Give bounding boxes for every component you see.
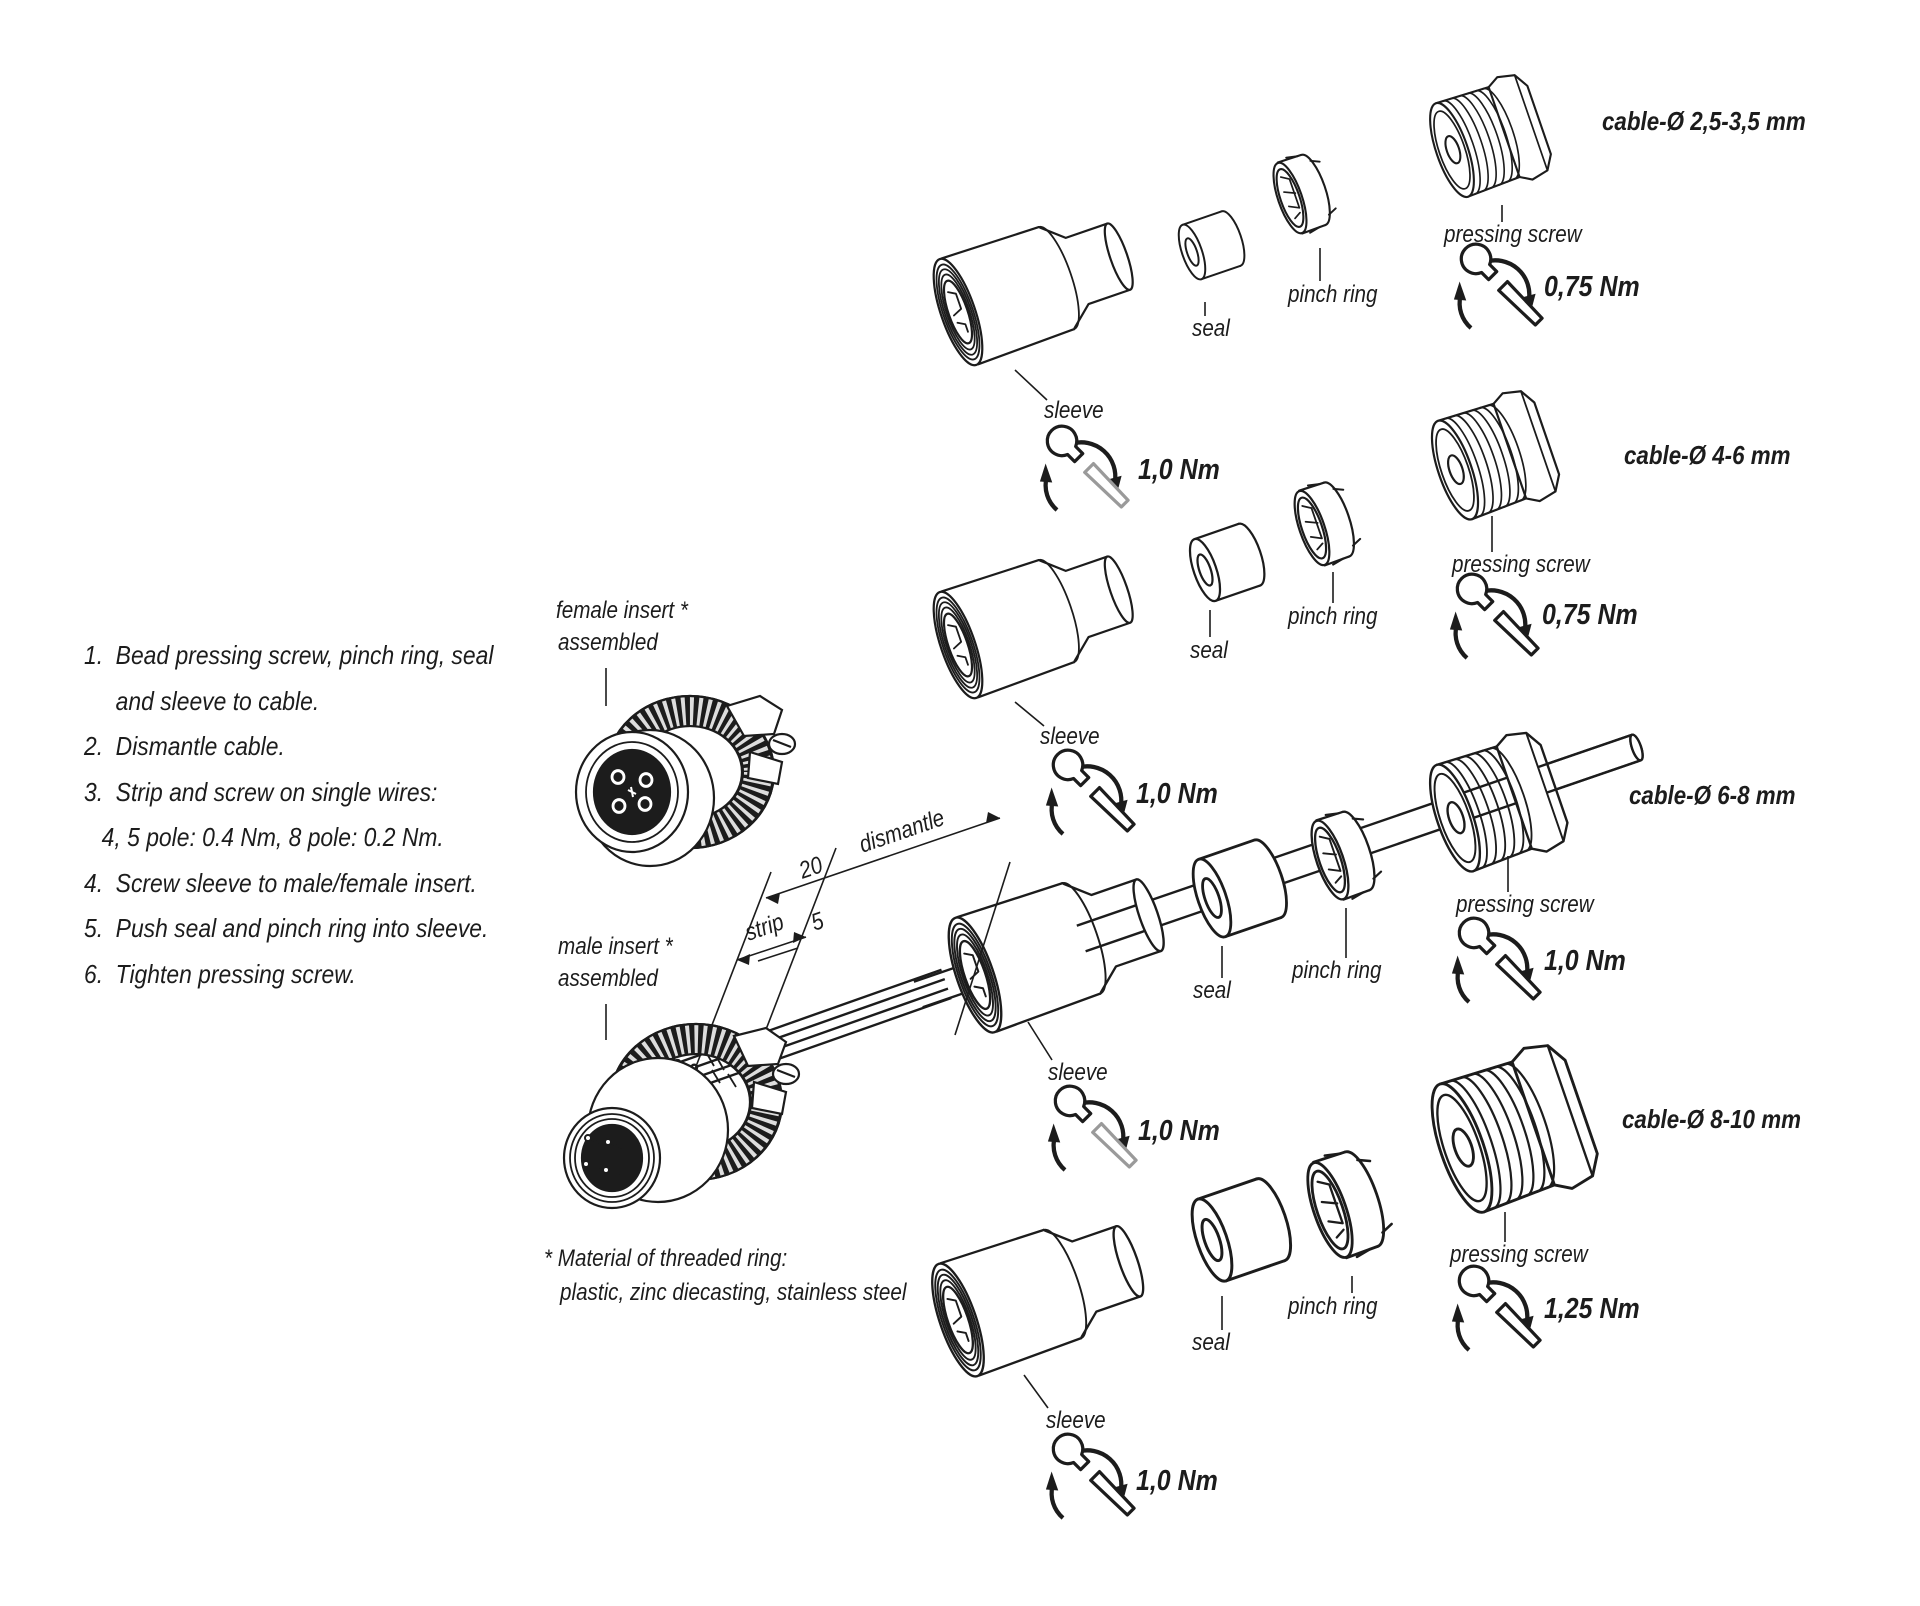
pinch-ring-label: pinch ring bbox=[1292, 957, 1382, 984]
torque-wrench-icon bbox=[1452, 912, 1547, 1006]
pressing-screw-label: pressing screw bbox=[1450, 1241, 1588, 1268]
sleeve-drawing bbox=[924, 201, 1145, 371]
instruction-item: 1. Bead pressing screw, pinch ring, seal bbox=[84, 640, 494, 670]
pressing-screw-label: pressing screw bbox=[1452, 551, 1590, 578]
dimension-label-dismantle: dismantle bbox=[855, 804, 948, 859]
instruction-item: 4, 5 pole: 0.4 Nm, 8 pole: 0.2 Nm. bbox=[101, 822, 444, 852]
male-insert-label: assembled bbox=[558, 965, 658, 992]
pressing-screw-label: pressing screw bbox=[1456, 891, 1594, 918]
female-insert-label: assembled bbox=[558, 629, 658, 656]
instruction-item: 3. Strip and screw on single wires: bbox=[84, 776, 438, 807]
torque-wrench-icon bbox=[1046, 1428, 1141, 1522]
torque-wrench-icon bbox=[1452, 1260, 1547, 1354]
sleeve-label: sleeve bbox=[1048, 1059, 1108, 1086]
torque-value: 1,0 Nm bbox=[1136, 1465, 1218, 1497]
seal-label: seal bbox=[1192, 315, 1230, 342]
pinch-ring-drawing bbox=[1266, 148, 1341, 239]
torque-value: 1,0 Nm bbox=[1138, 1115, 1220, 1147]
seal-drawing bbox=[1185, 836, 1294, 942]
torque-value: 0,75 Nm bbox=[1544, 271, 1640, 303]
seal-label: seal bbox=[1190, 637, 1228, 664]
torque-value: 1,0 Nm bbox=[1138, 454, 1220, 486]
seal-label: seal bbox=[1192, 1329, 1230, 1356]
pressing-screw-drawing bbox=[1418, 1037, 1606, 1225]
sleeve-drawing bbox=[938, 855, 1177, 1038]
torque-value: 1,0 Nm bbox=[1136, 778, 1218, 810]
sleeve-label: sleeve bbox=[1046, 1407, 1106, 1434]
sleeve-label: sleeve bbox=[1044, 397, 1104, 424]
torque-wrench-icon bbox=[1048, 1080, 1143, 1174]
female-insert-label: female insert * bbox=[556, 597, 688, 624]
instruction-item: 6. Tighten pressing screw. bbox=[84, 958, 356, 989]
dimension-value-strip: 5 bbox=[807, 907, 828, 937]
pinch-ring-drawing bbox=[1287, 475, 1366, 571]
torque-value: 1,25 Nm bbox=[1544, 1293, 1640, 1325]
pinch-ring-label: pinch ring bbox=[1288, 1293, 1378, 1320]
pinch-ring-label: pinch ring bbox=[1288, 603, 1378, 630]
pressing-screw-drawing bbox=[1418, 726, 1574, 882]
female-insert-drawing bbox=[576, 696, 795, 866]
dimension-label-strip: strip bbox=[741, 908, 788, 947]
pressing-screw-drawing bbox=[1420, 69, 1557, 207]
instruction-item: and sleeve to cable. bbox=[115, 685, 320, 716]
pinch-ring-drawing bbox=[1303, 804, 1386, 906]
torque-wrench-icon bbox=[1040, 420, 1135, 514]
sleeve-label: sleeve bbox=[1040, 723, 1100, 750]
torque-wrench-icon bbox=[1450, 568, 1545, 662]
sleeve-drawing bbox=[924, 534, 1145, 704]
instruction-item: 4. Screw sleeve to male/female insert. bbox=[84, 867, 477, 898]
pinch-ring-drawing bbox=[1298, 1142, 1399, 1265]
torque-wrench-icon bbox=[1046, 744, 1141, 838]
cable-size-label: cable-Ø 2,5-3,5 mm bbox=[1602, 106, 1806, 136]
dimension-value-dismantle: 20 bbox=[795, 851, 827, 885]
torque-wrench-icon bbox=[1454, 238, 1549, 332]
material-footnote: plastic, zinc diecasting, stainless steel bbox=[560, 1279, 907, 1306]
seal-label: seal bbox=[1193, 977, 1231, 1004]
cable-size-label: cable-Ø 8-10 mm bbox=[1622, 1104, 1801, 1134]
sleeve-drawing bbox=[922, 1202, 1157, 1382]
instruction-item: 2. Dismantle cable. bbox=[84, 731, 285, 761]
torque-value: 1,0 Nm bbox=[1544, 945, 1626, 977]
pressing-screw-label: pressing screw bbox=[1444, 221, 1582, 248]
cable-size-label: cable-Ø 6-8 mm bbox=[1629, 780, 1796, 810]
seal-drawing bbox=[1173, 208, 1250, 282]
torque-value: 0,75 Nm bbox=[1542, 599, 1638, 631]
cable-size-label: cable-Ø 4-6 mm bbox=[1624, 440, 1791, 470]
instruction-item: 5. Push seal and pinch ring into sleeve. bbox=[84, 913, 489, 943]
male-insert-label: male insert * bbox=[558, 933, 673, 960]
pinch-ring-label: pinch ring bbox=[1288, 281, 1378, 308]
pressing-screw-drawing bbox=[1421, 385, 1565, 530]
seal-drawing bbox=[1184, 520, 1271, 604]
instruction-list bbox=[84, 640, 549, 1004]
material-footnote: * Material of threaded ring: bbox=[544, 1245, 788, 1272]
seal-drawing bbox=[1184, 1174, 1299, 1286]
male-insert-drawing bbox=[564, 1024, 799, 1208]
